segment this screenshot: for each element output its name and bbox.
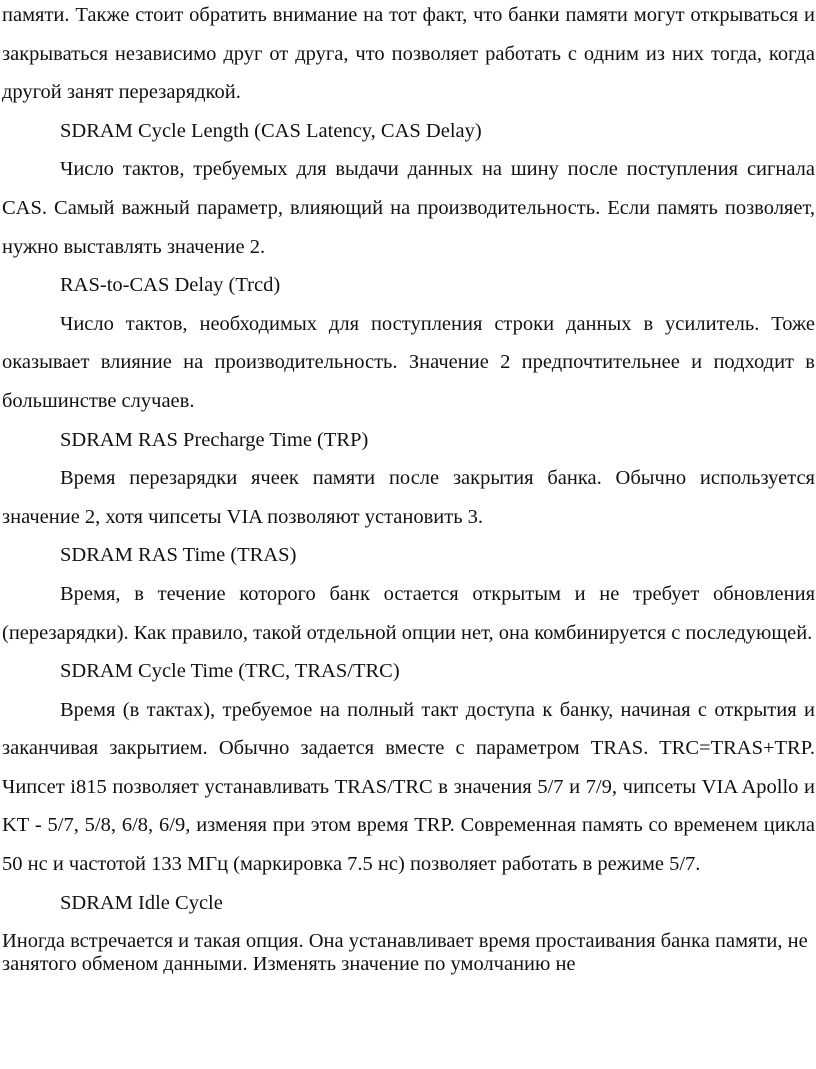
paragraph-trp: Время перезарядки ячеек памяти после закрытия банка. Обычно используется значение 2, хотя чипсеты VIA позволяют установить 3. <box>2 467 815 528</box>
heading-cycle-time: SDRAM Cycle Time (TRC, TRAS/TRC) <box>60 660 400 683</box>
document-body <box>2 0 815 976</box>
heading-sdram-cycle-length: SDRAM Cycle Length (CAS Latency, CAS Delay) <box>60 119 482 142</box>
paragraph-cas-latency: Число тактов, требуемых для выдачи данных на шину после поступления сигнала CAS. Самый важный параметр, влияющий на производительность. Если память позволяет, нужно выставлять значение 2. <box>2 158 815 258</box>
heading-ras-precharge-time: SDRAM RAS Precharge Time (TRP) <box>60 428 369 451</box>
paragraph-idle-cycle: Иногда встречается и такая опция. Она устанавливает время простаивания банка памяти, не занятого обменом данными. Изменять значение по умолчанию не <box>2 930 808 976</box>
paragraph-trc: Время (в тактах), требуемое на полный такт доступа к банку, начиная с открытия и заканчивая закрытием. Обычно задается вместе с параметром TRAS. TRC=TRAS+TRP. Чипсет i815 позволяет устанавливать TRAS/TRC в значения 5/7 и 7/9, чипсеты VIA Apollo и KT - 5/7, 5/8, 6/8, 6/9, изменяя при этом время TRP. Современная память со временем цикла 50 нс и частотой 133 МГц (маркировка 7.5 нс) позволяет работать в режиме 5/7. <box>2 698 815 876</box>
paragraph-trcd: Число тактов, необходимых для поступления строки данных в усилитель. Тоже оказывает влияние на производительность. Значение 2 предпочтительнее и подходит в большинстве случаев. <box>2 312 815 412</box>
paragraph-intro: памяти. Также стоит обратить внимание на тот факт, что банки памяти могут открываться и закрываться независимо друг от друга, что позволяет работать с одним из них тогда, когда другой занят перезарядкой. <box>2 4 815 104</box>
paragraph-tras: Время, в течение которого банк остается открытым и не требует обновления (перезарядки). Как правило, такой отдельной опции нет, она комбинируется с последующей. <box>2 582 815 644</box>
heading-ras-to-cas-delay: RAS-to-CAS Delay (Trcd) <box>60 274 281 297</box>
heading-idle-cycle: SDRAM Idle Cycle <box>60 891 223 914</box>
heading-ras-time: SDRAM RAS Time (TRAS) <box>60 544 297 567</box>
